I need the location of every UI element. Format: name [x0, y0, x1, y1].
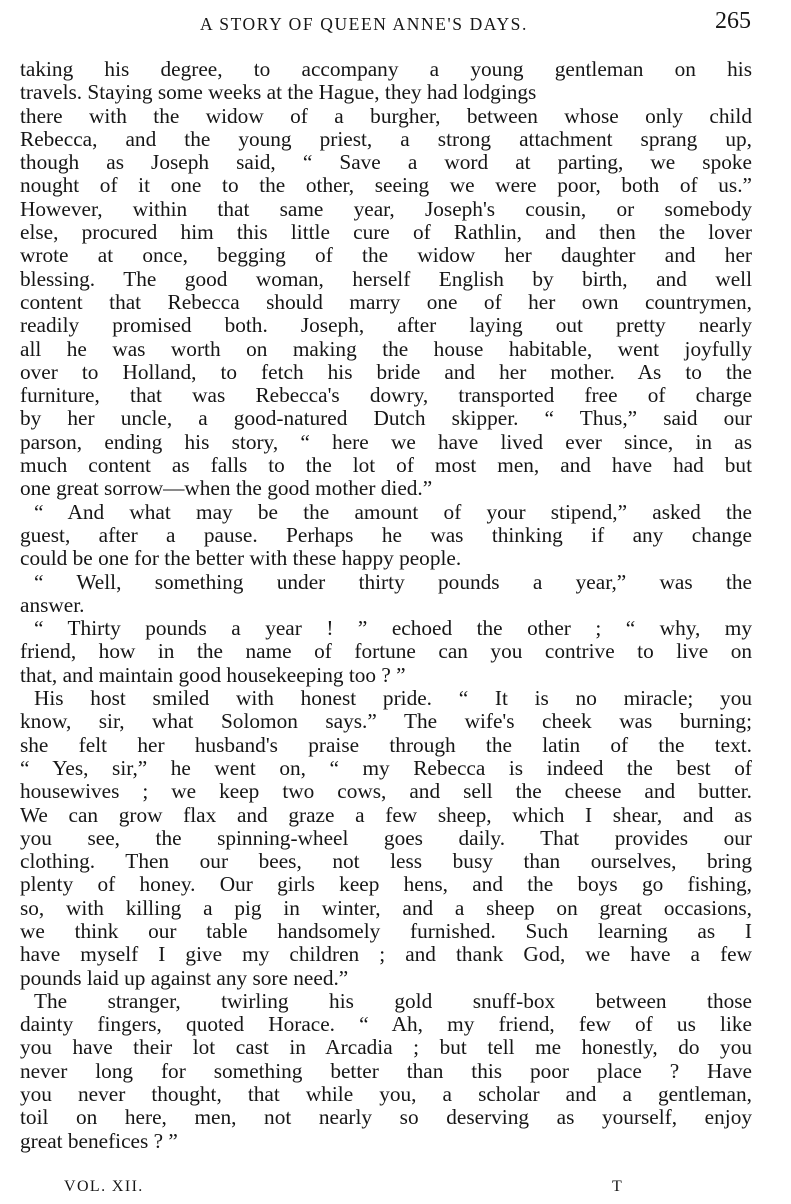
running-head [0, 6, 791, 40]
text-line: guest, after a pause. Perhaps he was thinking if any change [20, 523, 752, 547]
text-line: you have their lot cast in Arcadia ; but tell me honestly, do you [20, 1036, 752, 1060]
text-line: clothing. Then our bees, not less busy than ourselves, bring [20, 850, 752, 874]
paragraph-start: His host smiled with honest pride. “ It is no miracle; you [34, 687, 752, 711]
text-line: dainty fingers, quoted Horace. “ Ah, my friend, few of us like [20, 1013, 752, 1037]
text-line: content that Rebecca should marry one of her own countrymen, [20, 290, 752, 314]
paragraph-start: The stranger, twirling his gold snuff-box between those [34, 989, 752, 1013]
text-line: that, and maintain good housekeeping too ? ” [20, 663, 406, 687]
text-line: friend, how in the name of fortune can you contrive to live on [20, 640, 752, 664]
volume-label: VOL. XII. [64, 1178, 144, 1195]
text-line: could be one for the better with these happy people. [20, 547, 462, 571]
text-line: nought of it one to the other, seeing we were poor, both of us.” [20, 174, 752, 198]
text-line: wrote at once, begging of the widow her daughter and her [20, 244, 752, 268]
text-line: you see, the spinning-wheel goes daily. That provides our [20, 826, 752, 850]
text-line: have myself I give my children ; and thank God, we have a few [20, 943, 752, 967]
text-line: parson, ending his story, “ here we have lived ever since, in as [20, 430, 752, 454]
text-line: you never thought, that while you, a scholar and a gentleman, [20, 1083, 752, 1107]
paragraph-start: “ And what may be the amount of your stipend,” asked the [34, 500, 752, 524]
text-line: “ Yes, sir,” he went on, “ my Rebecca is indeed the best of [20, 756, 752, 780]
text-line: so, with killing a pig in winter, and a sheep on great occasions, [20, 896, 752, 920]
running-title: A STORY OF QUEEN ANNE'S DAYS. [200, 14, 528, 34]
text-line: much content as falls to the lot of most men, and have had but [20, 454, 752, 478]
text-line: she felt her husband's praise through the latin of the text. [20, 733, 752, 757]
text-line: answer. [20, 593, 85, 617]
text-line: readily promised both. Joseph, after laying out pretty nearly [20, 314, 752, 338]
text-line: However, within that same year, Joseph's cousin, or somebody [20, 197, 752, 221]
text-line: housewives ; we keep two cows, and sell the cheese and butter. [20, 780, 752, 804]
signature-mark: T [612, 1178, 622, 1195]
text-line: furniture, that was Rebecca's dowry, transported free of charge [20, 384, 752, 408]
page-footer [0, 1178, 791, 1200]
text-line: Rebecca, and the young priest, a strong attachment sprang up, [20, 127, 752, 151]
text-line: all he was worth on making the house habitable, went joyfully [20, 337, 752, 361]
text-line: We can grow flax and graze a few sheep, which I shear, and as [20, 803, 752, 827]
text-line: else, procured him this little cure of Rathlin, and then the lover [20, 221, 752, 245]
text-line: one great sorrow—when the good mother died.” [20, 477, 433, 501]
body-text [20, 58, 752, 1153]
paragraph-start: “ Thirty pounds a year ! ” echoed the other ; “ why, my [34, 617, 752, 641]
text-line: pounds laid up against any sore need.” [20, 966, 349, 990]
text-line: plenty of honey. Our girls keep hens, and the boys go fishing, [20, 873, 752, 897]
text-line: though as Joseph said, “ Save a word at parting, we spoke [20, 151, 752, 175]
text-line: know, sir, what Solomon says.” The wife's cheek was burning; [20, 710, 752, 734]
text-line: taking his degree, to accompany a young gentleman on his [20, 58, 752, 81]
text-line: toil on here, men, not nearly so deserving as yourself, enjoy [20, 1106, 752, 1130]
paragraph-start: “ Well, something under thirty pounds a year,” was the [34, 570, 752, 594]
text-line: never long for something better than this poor place ? Have [20, 1059, 752, 1083]
text-line: there with the widow of a burgher, between whose only child [20, 104, 752, 128]
text-line: by her uncle, a good-natured Dutch skipper. “ Thus,” said our [20, 407, 752, 431]
text-line: we think our table handsomely furnished. Such learning as I [20, 919, 752, 943]
text-line: great benefices ? ” [20, 1129, 178, 1153]
text-line: blessing. The good woman, herself English by birth, and well [20, 267, 752, 291]
text-line: over to Holland, to fetch his bride and her mother. As to the [20, 360, 752, 384]
page-number: 265 [715, 8, 751, 34]
text-line: travels. Staying some weeks at the Hague, they had lodgings [20, 81, 537, 105]
